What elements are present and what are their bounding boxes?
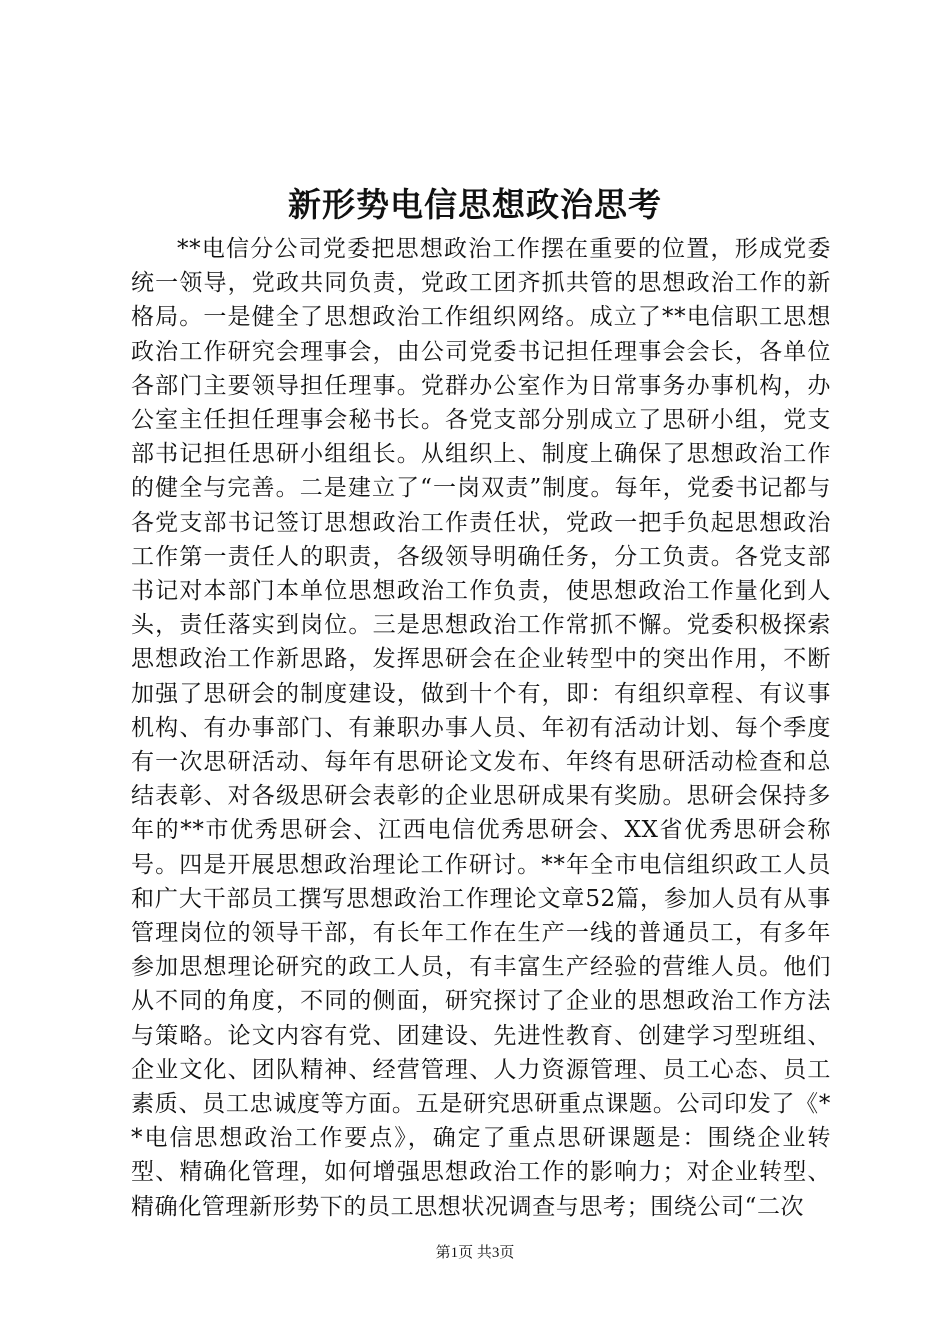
body-paragraph: **电信分公司党委把思想政治工作摆在重要的位置，形成党委统一领导，党政共同负责，党政工团齐抓共管的思想政治工作的新格局。一是健全了思想政治工作组织网络。成立了**电信职工思想政治工作研究会理事会，由公司党委书记担任理事会会长，各单位各部门主要领导担任理事。党群办公室作为日常事务办事机构，办公室主任担任理事会秘书长。各党支部分别成立了思研小组，党支部书记担任思研小组组长。从组织上、制度上确保了思想政治工作的健全与完善。二是建立了“一岗双责”制度。每年，党委书记都与各党支部书记签订思想政治工作责任状，党政一把手负起思想政治工作第一责任人的职责，各级领导明确任务，分工负责。各党支部书记对本部门本单位思想政治工作负责，使思想政治工作量化到人头，责任落实到岗位。三是思想政治工作常抓不懈。党委积极探索思想政治工作新思路，发挥思研会在企业转型中的突出作用，不断加强了思研会的制度建设，做到十个有，即：有组织章程、有议事机构、有办事部门、有兼职办事人员、年初有活动计划、每个季度有一次思研活动、每年有思研论文发布、年终有思研活动检查和总结表彰、对各级思研会表彰的企业思研成果有奖励。思研会保持多年的**市优秀思研会、江西电信优秀思研会、XX省优秀思研会称号。四是开展思想政治理论工作研讨。**年全市电信组织政工人员和广大干部员工撰写思想政治工作理论文章52篇，参加人员有从事管理岗位的领导干部，有长年工作在生产一线的普通员工，有多年参加思想理论研究的政工人员，有丰富生产经验的营维人员。他们从不同的角度，不同的侧面，研究探讨了企业的思想政治工作方法与策略。论文内容有党、团建设、先进性教育、创建学习型班组、企业文化、团队精神、经营管理、人力资源管理、员工心态、员工素质、员工忠诚度等方面。五是研究思研重点课题。公司印发了《**电信思想政治工作要点》，确定了重点思研课题是：围绕企业转型、精确化管理，如何增强思想政治工作的影响力；对企业转型、精确化管理新形势下的员工思想状况调查与思考；围绕公司“二次 [131,236,831,1220]
page-number: 第1页 共3页 [435,1245,515,1261]
document-title: 新形势电信思想政治思考 [288,185,662,224]
